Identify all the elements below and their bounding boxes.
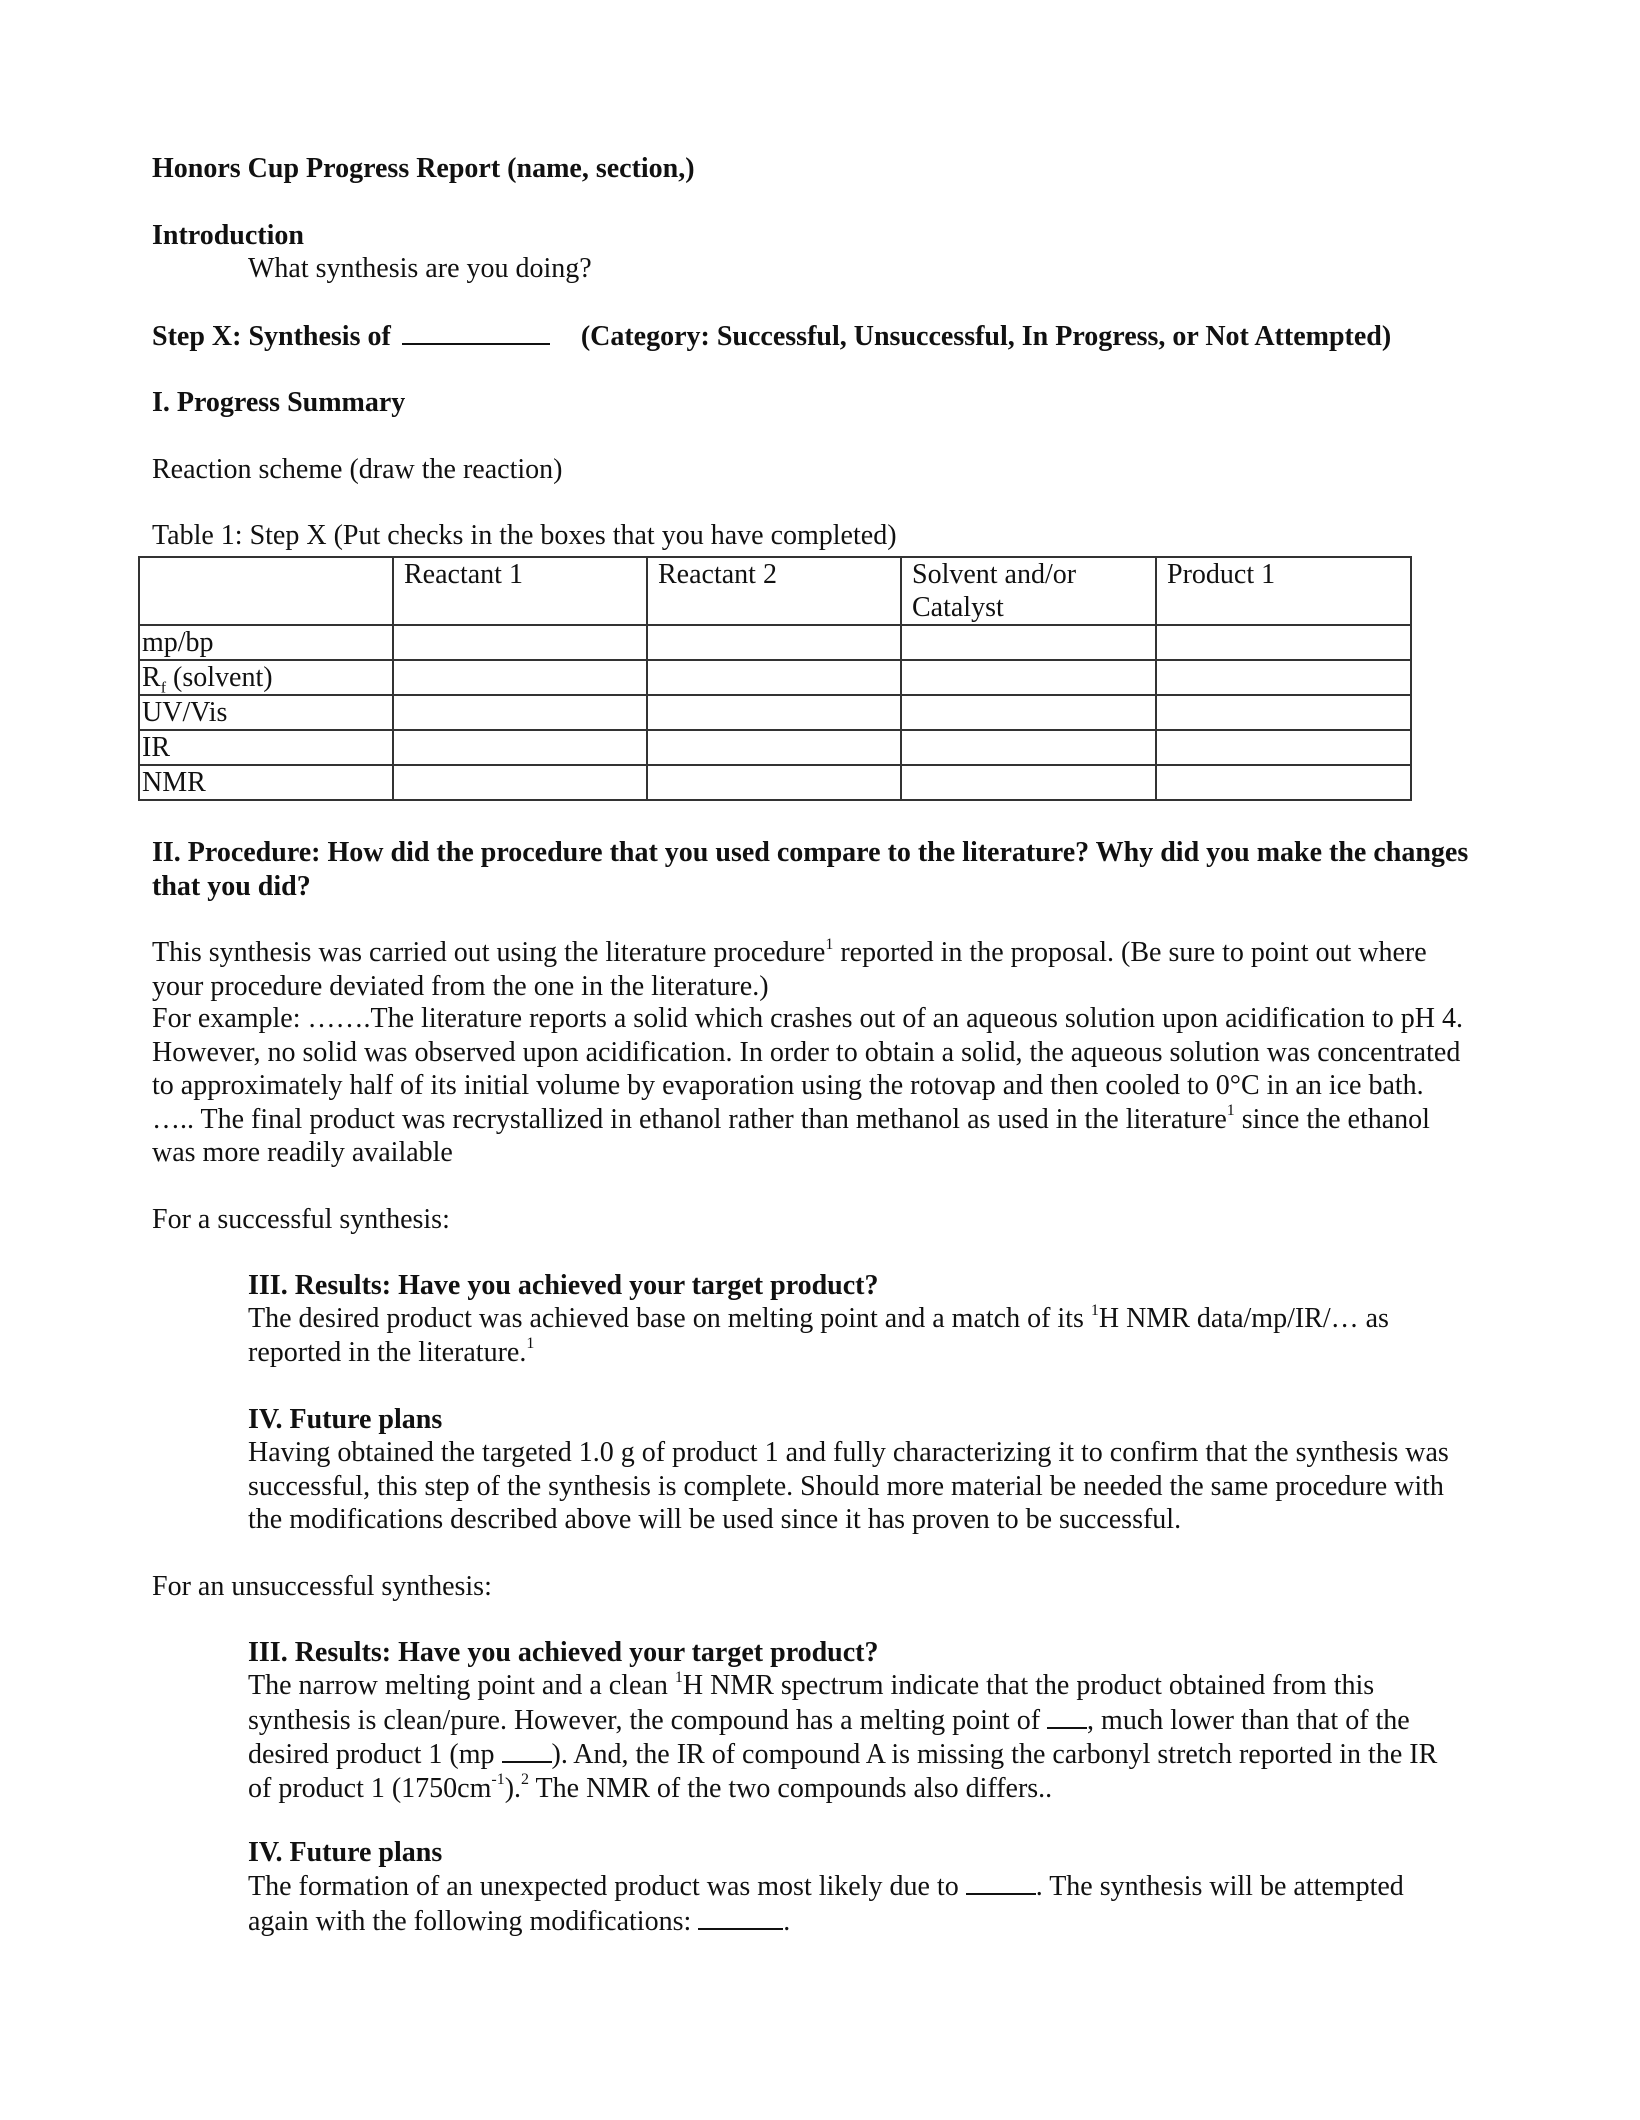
plans-text: The formation of an unexpected product was most likely due to [248,1871,966,1902]
table-row [139,765,1411,800]
plans-text: . The synthesis will be attempted again with the following modifications: [248,1871,1404,1937]
row-label-uv-vis: UV/Vis [139,695,393,730]
check-cell[interactable] [901,695,1156,730]
example-text: For example: …….The literature reports a solid which crashes out of an aqueous solution upon acidification to pH 4. However, no solid was observed upon acidification. In order to obtain a solid, the aqueous solution was concentrated to approximately half of its initial volume by evaporation using the rotovap and then cooled to 0°C in an ice bath. ….. The final product was recrystallized in ethanol rather than methanol as used in the literature [152,1003,1464,1135]
introduction-question: What synthesis are you doing? [248,253,592,284]
mp-blank [502,1737,552,1763]
check-cell[interactable] [393,625,647,660]
check-cell[interactable] [901,625,1156,660]
check-cell[interactable] [393,765,647,800]
procedure-heading: II. Procedure: How did the procedure that you used compare to the literature? Why did you make the changes that you did? [152,837,1469,902]
table-row [139,695,1411,730]
results-text: The narrow melting point and a clean [248,1670,675,1701]
step-category: (Category: Successful, Unsuccessful, In Progress, or Not Attempted) [580,321,1392,352]
results-text: The NMR of the two compounds also differs.. [529,1772,1053,1804]
check-cell[interactable] [1156,730,1411,765]
results-text: H NMR data/mp/IR/… as reported in the literature. [248,1303,1389,1368]
results-text: The desired product was achieved base on melting point and a match of its [248,1303,1091,1334]
check-cell[interactable] [393,660,647,695]
rf-subscript: f [160,679,167,697]
unsuccessful-plans-heading: IV. Future plans [248,1837,443,1868]
check-cell[interactable] [393,730,647,765]
progress-table [138,556,1412,801]
unsuccessful-intro: For an unsuccessful synthesis: [152,1571,492,1602]
check-cell[interactable] [647,695,901,730]
row-label-nmr: NMR [139,765,393,800]
check-cell[interactable] [1156,660,1411,695]
procedure-paragraph-1 [152,936,1457,1003]
introduction-heading: Introduction [152,220,304,251]
procedure-example [152,1002,1472,1170]
successful-plans-heading: IV. Future plans [248,1404,443,1435]
table-header-cell [139,557,393,625]
isotope-superscript: 1 [1090,1301,1099,1319]
modifications-blank [698,1904,783,1930]
table-header-cell: Reactant 1 [393,557,647,625]
cause-blank [966,1869,1036,1895]
rf-symbol: R [142,662,161,693]
results-text: ). [504,1772,522,1804]
table-row [139,625,1411,660]
successful-results-text [248,1302,1448,1369]
check-cell[interactable] [901,765,1156,800]
check-cell[interactable] [901,660,1156,695]
check-cell[interactable] [647,625,901,660]
row-label-ir: IR [139,730,393,765]
results-text: H NMR spectrum indicate that the product obtained from this synthesis is clean/pure. However, the compound has a melting point of [248,1670,1375,1736]
progress-summary-heading: I. Progress Summary [152,387,406,418]
successful-plans-text: Having obtained the targeted 1.0 g of product 1 and fully characterizing it to confirm that the synthesis was successful, this step of the synthesis is complete. Should more material be needed the same procedure with the modifications described above will be used since it has proven to be successful. [248,1437,1449,1535]
reference-mark: 1 [825,935,834,953]
unit-exponent: -1 [491,1771,505,1789]
check-cell[interactable] [647,765,901,800]
melting-point-blank [1047,1703,1087,1729]
row-label-mp-bp: mp/bp [139,625,393,660]
table-header-cell: Reactant 2 [647,557,901,625]
procedure-text: This synthesis was carried out using the literature procedure [152,937,826,968]
check-cell[interactable] [1156,695,1411,730]
unsuccessful-results-text [248,1669,1463,1805]
check-cell[interactable] [393,695,647,730]
table-row [139,660,1411,695]
table-row [139,730,1411,765]
table-caption: Table 1: Step X (Put checks in the boxes that you have completed) [152,520,897,551]
check-cell[interactable] [1156,625,1411,660]
reaction-scheme-label: Reaction scheme (draw the reaction) [152,454,563,485]
successful-results-heading: III. Results: Have you achieved your target product? [248,1270,879,1301]
procedure-text: reported in the proposal. (Be sure to point out where your procedure deviated from the one in the literature.) [152,937,1427,1002]
check-cell[interactable] [647,730,901,765]
reference-mark: 1 [1226,1102,1235,1120]
results-text: ). And, the IR of compound A is missing the carbonyl stretch reported in the IR of product 1 (1750cm [248,1739,1438,1804]
step-line [152,319,1391,353]
rf-rest: (solvent) [166,662,273,693]
unsuccessful-results-heading: III. Results: Have you achieved your target product? [248,1637,879,1668]
isotope-superscript: 1 [674,1668,683,1686]
check-cell[interactable] [1156,765,1411,800]
results-text: , much lower than that of the desired product 1 (mp [248,1704,1410,1770]
reference-mark: 2 [521,1771,530,1789]
table-header-cell: Solvent and/or Catalyst [901,557,1156,625]
reference-mark: 1 [526,1335,535,1353]
document-title: Honors Cup Progress Report (name, section,) [152,153,695,184]
row-label-rf [139,660,393,695]
successful-intro: For a successful synthesis: [152,1204,450,1235]
step-label: Step X: Synthesis of [152,321,391,352]
table-header-row [139,557,1411,625]
plans-text: . [783,1905,791,1937]
check-cell[interactable] [901,730,1156,765]
check-cell[interactable] [647,660,901,695]
step-blank [402,319,550,345]
table-header-cell: Product 1 [1156,557,1411,625]
unsuccessful-plans-text [248,1869,1468,1938]
example-text: since the ethanol was more readily available [152,1103,1430,1168]
